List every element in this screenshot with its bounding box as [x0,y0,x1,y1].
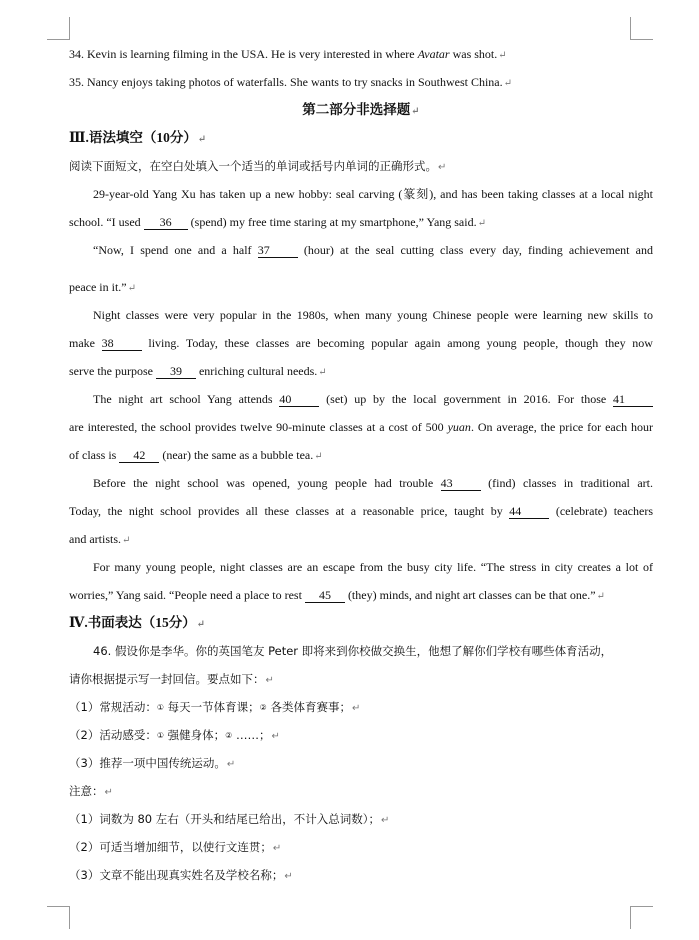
passage-line: worries,” Yang said. “People need a place to rest 45 (they) minds, and night art classes can be that one.”↵ [69,588,605,602]
section-3-instruction: 阅读下面短文，在空白处填入一个适当的单词或括号内单词的正确形式。↵ [69,159,447,173]
passage-line: and artists.↵ [69,532,131,546]
question-46-prompt: 46. 假设你是李华。你的英国笔友 Peter 即将来到你校做交换生，他想了解你们学校有哪些体育活动， [93,644,613,658]
blank-38: 38 [102,337,142,351]
part-two-title: 第二部分非选择题↵ [302,102,420,117]
blank-44: 44 [509,505,549,519]
blank-41: 41 [613,393,653,407]
note-3: （3）文章不能出现真实姓名及学校名称；↵ [69,868,293,882]
section-4-heading: Ⅳ.书面表达（15分）↵ [69,615,206,630]
note-2: （2）可适当增加细节，以使行文连贯；↵ [69,840,282,854]
question-46-prompt: 请你根据提示写一封回信。要点如下：↵ [69,672,274,686]
passage-line: The night art school Yang attends 40 (set) up by the local government in 2016. For those 41 [93,392,653,407]
blank-36: 36 [144,216,188,230]
page-corner-mark [47,17,70,40]
question-34: 34. Kevin is learning filming in the USA. He is very interested in where Avatar was shot.↵ [69,47,507,61]
passage-line: Today, the night school provides all these classes at a reasonable price, taught by 44 (celebrate) teachers [69,504,653,518]
passage-line: make 38 living. Today, these classes are becoming popular again among young people, though they now [69,336,653,350]
page-corner-mark [630,906,653,929]
passage-line: are interested, the school provides twelve 90-minute classes at a cost of 500 yuan. On average, the price for each hour [69,420,653,434]
passage-line: “Now, I spend one and a half 37 (hour) at the seal cutting class every day, finding achievement and [93,243,654,257]
blank-39: 39 [156,365,196,379]
writing-point-3: （3）推荐一项中国传统运动。↵ [69,756,236,770]
passage-line: of class is 42 (near) the same as a bubble tea.↵ [69,448,323,462]
page-corner-mark [630,17,653,40]
question-35: 35. Nancy enjoys taking photos of waterfalls. She wants to try snacks in Southwest China.↵ [69,75,512,89]
writing-point-1: （1）常规活动：① 每天一节体育课；② 各类体育赛事；↵ [69,700,361,714]
blank-37: 37 [258,244,298,258]
notes-label: 注意：↵ [69,784,113,798]
passage-line: serve the purpose 39 enriching cultural needs.↵ [69,364,327,378]
passage-line: peace in it.”↵ [69,280,137,294]
blank-45: 45 [305,589,345,603]
passage-line: Night classes were very popular in the 1980s, when many young Chinese people were learning new skills to [93,308,653,322]
blank-43: 43 [441,477,481,491]
section-3-heading: Ⅲ.语法填空（10分）↵ [69,130,207,145]
passage-line: school. “I used 36 (spend) my free time staring at my smartphone,” Yang said.↵ [69,215,486,229]
blank-40: 40 [279,393,319,407]
writing-point-2: （2）活动感受：① 强健身体；② ……；↵ [69,728,280,742]
blank-42: 42 [119,449,159,463]
page-corner-mark [47,906,70,929]
note-1: （1）词数为 80 左右（开头和结尾已给出，不计入总词数）；↵ [69,812,390,826]
passage-line: Before the night school was opened, young people had trouble 43 (find) classes in traditional art. [93,476,653,490]
passage-line: 29-year-old Yang Xu has taken up a new hobby: seal carving (篆刻), and has been taking classes at a local night [93,187,653,201]
passage-line: For many young people, night classes are an escape from the busy city life. “The stress in city creates a lot of [93,560,653,574]
